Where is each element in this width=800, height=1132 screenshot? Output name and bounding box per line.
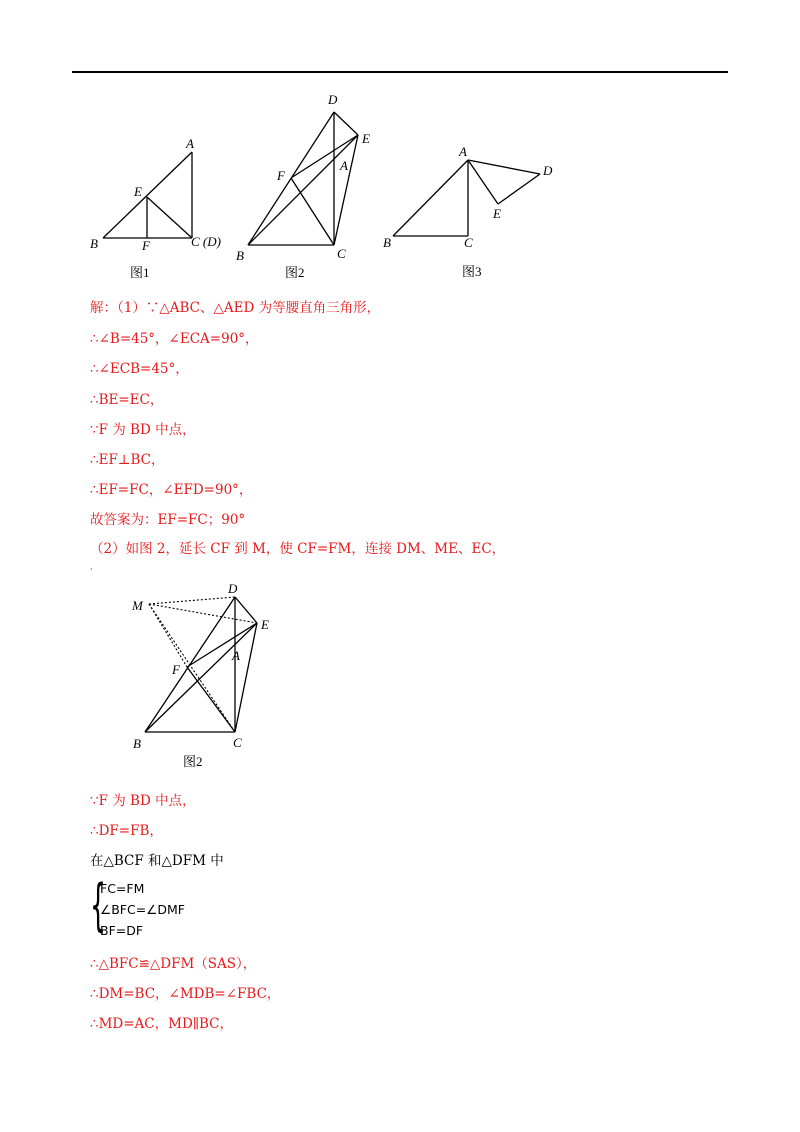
- system-row: ∠BFC=∠DMF: [100, 902, 185, 917]
- fig3-label-e: E: [493, 206, 501, 221]
- fig3-label-a: A: [459, 144, 467, 159]
- fig2-label-f: F: [277, 168, 285, 183]
- stray-mark: ·: [90, 565, 93, 574]
- solution-line-8: 故答案为：EF=FC；90°: [90, 512, 246, 528]
- system-brace: {: [90, 873, 107, 938]
- fig4-label-d: D: [228, 581, 238, 596]
- solution-line-3: ∴∠ECB=45°，: [90, 361, 189, 377]
- figure-1: [85, 135, 225, 280]
- solution-line-15: ∴MD=AC，MD∥BC，: [90, 1016, 234, 1032]
- fig3-label-d: D: [543, 163, 553, 178]
- system-rows: [100, 878, 185, 941]
- fig2-label-c: C: [337, 246, 346, 261]
- fig4-label-b: B: [133, 736, 141, 751]
- solution-line-10: ∵F 为 BD 中点，: [90, 793, 196, 809]
- solution-line-5: ∵F 为 BD 中点，: [90, 422, 196, 438]
- system-row: BF=DF: [100, 923, 144, 938]
- fig1-label-f: F: [142, 238, 150, 253]
- fig2-label-e: E: [362, 131, 370, 146]
- fig1-label-a: A: [186, 136, 194, 151]
- fig2-caption: 图2: [285, 265, 305, 280]
- solution-line-6: ∴EF⊥BC，: [90, 452, 165, 468]
- fig3-caption: 图3: [462, 264, 482, 279]
- fig4-label-e: E: [261, 617, 269, 632]
- fig2-label-d: D: [328, 92, 338, 107]
- fig3-label-b: B: [383, 235, 391, 250]
- solution-line-1: 解：（1）∵△ABC、△AED 为等腰直角三角形，: [90, 300, 381, 316]
- solution-line-9: （2）如图 2，延长 CF 到 M，使 CF=FM，连接 DM、ME、EC，: [90, 541, 506, 557]
- solution-line-7: ∴EF=FC，∠EFD=90°，: [90, 482, 253, 498]
- fig2-label-a: A: [340, 158, 348, 173]
- fig4-label-m: M: [132, 598, 143, 613]
- fig4-label-c: C: [233, 735, 242, 750]
- solution-line-4: ∴BE=EC，: [90, 392, 164, 408]
- figure-2: [230, 90, 380, 285]
- fig4-caption: 图2: [183, 754, 203, 769]
- system-row: FC=FM: [100, 881, 145, 896]
- fig1-caption: 图1: [130, 265, 150, 280]
- fig1-label-cd: C (D): [191, 234, 221, 249]
- fig1-label-b: B: [90, 236, 98, 251]
- fig3-label-c: C: [464, 235, 473, 250]
- fig1-label-e: E: [134, 184, 142, 199]
- fig4-label-f: F: [172, 662, 180, 677]
- fig4-label-a: A: [232, 648, 240, 663]
- solution-line-12: 在△BCF 和△DFM 中: [90, 853, 224, 869]
- equation-system: [90, 873, 230, 942]
- figure-3: [380, 140, 570, 280]
- figure-2-construction: [125, 580, 295, 775]
- solution-line-11: ∴DF=FB，: [90, 823, 163, 839]
- header-rule: [72, 71, 728, 73]
- fig2-label-b: B: [236, 248, 244, 263]
- solution-line-14: ∴DM=BC，∠MDB=∠FBC，: [90, 986, 281, 1002]
- solution-line-2: ∴∠B=45°，∠ECA=90°，: [90, 331, 259, 347]
- solution-line-13: ∴△BFC≌△DFM（SAS），: [90, 956, 257, 972]
